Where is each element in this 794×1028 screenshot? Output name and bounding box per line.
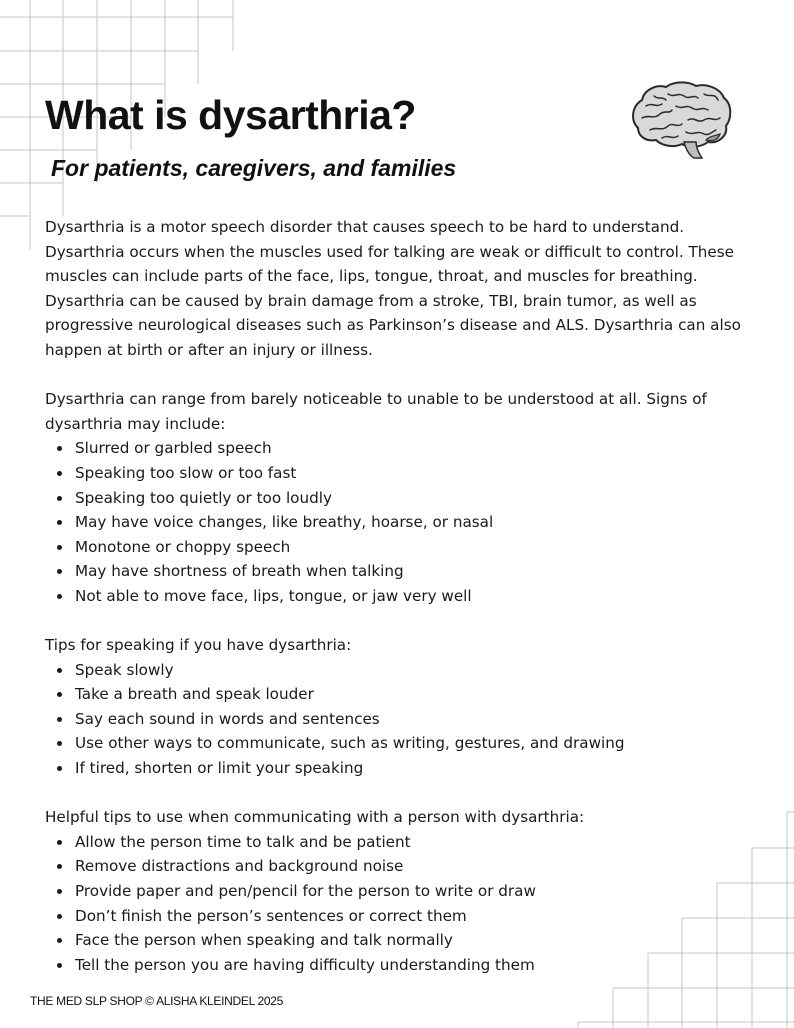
page-title: What is dysarthria?	[45, 92, 416, 138]
intro-paragraph: Dysarthria is a motor speech disorder that causes speech to be hard to understand. Dysarthria occurs when the muscles used for talking are weak or difficult to control. These muscles can include parts of the face, lips, tongue, throat, and muscles for breathing. Dysarthria can be caused by brain damage from a stroke, TBI, brain tumor, as well as progressive neurological diseases such as Parkinson’s disease and ALS. Dysarthria can also happen at birth or after an injury or illness.	[45, 218, 741, 359]
speaking-tips-list	[45, 658, 765, 781]
list-item: Tell the person you are having difficulty understanding them	[45, 953, 765, 978]
list-item: Not able to move face, lips, tongue, or jaw very well	[45, 584, 765, 609]
list-item: Monotone or choppy speech	[45, 535, 765, 560]
list-item: Take a breath and speak louder	[45, 682, 765, 707]
list-item: Provide paper and pen/pencil for the person to write or draw	[45, 879, 765, 904]
list-item: Don’t finish the person’s sentences or correct them	[45, 904, 765, 929]
list-item: Speaking too slow or too fast	[45, 461, 765, 486]
communication-tips-lead: Helpful tips to use when communicating with a person with dysarthria:	[45, 808, 585, 827]
brain-icon	[628, 80, 734, 160]
list-item: Say each sound in words and sentences	[45, 707, 765, 732]
page-subtitle: For patients, caregivers, and families	[51, 155, 457, 181]
list-item: Speak slowly	[45, 658, 765, 683]
list-item: May have shortness of breath when talking	[45, 559, 765, 584]
list-item: Face the person when speaking and talk normally	[45, 928, 765, 953]
list-item: Speaking too quietly or too loudly	[45, 486, 765, 511]
signs-lead: Dysarthria can range from barely noticeable to unable to be understood at all. Signs of dysarthria may include:	[45, 390, 707, 433]
speaking-tips-lead: Tips for speaking if you have dysarthria:	[45, 636, 352, 655]
list-item: Allow the person time to talk and be patient	[45, 830, 765, 855]
list-item: May have voice changes, like breathy, hoarse, or nasal	[45, 510, 765, 535]
list-item: Use other ways to communicate, such as writing, gestures, and drawing	[45, 731, 765, 756]
communication-tips-list	[45, 830, 765, 978]
article-body	[45, 215, 765, 1002]
list-item: Slurred or garbled speech	[45, 436, 765, 461]
signs-list	[45, 436, 765, 608]
copyright-footer: THE MED SLP SHOP © ALISHA KLEINDEL 2025	[30, 994, 284, 1008]
list-item: If tired, shorten or limit your speaking	[45, 756, 765, 781]
list-item: Remove distractions and background noise	[45, 854, 765, 879]
